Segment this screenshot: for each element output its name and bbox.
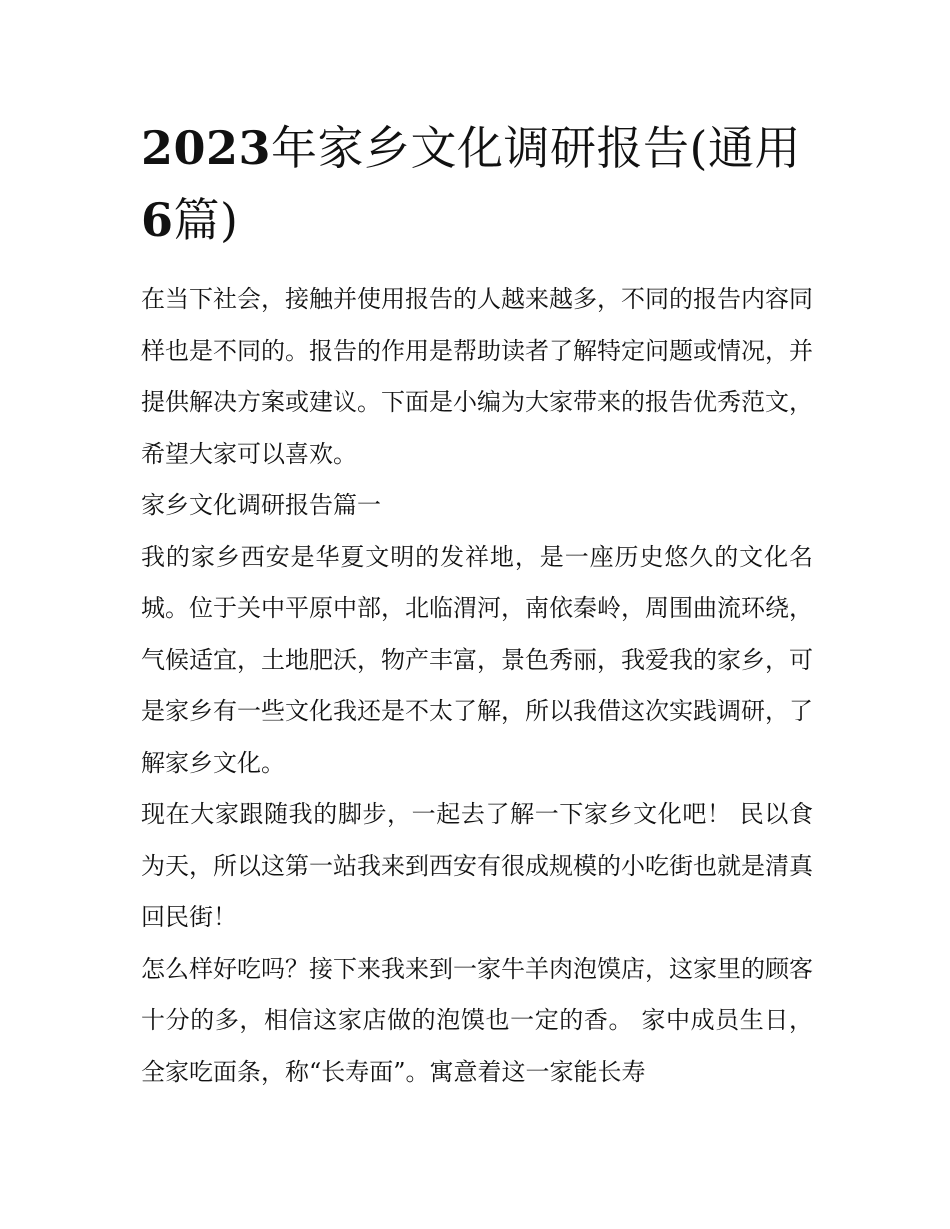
title-number: 2023 (141, 121, 272, 175)
document-title: 2023年家乡文化调研报告(通用6篇) (141, 121, 801, 247)
body-paragraph: 怎么样好吃吗？接下来我来到一家牛羊肉泡馍店，这家里的顾客十分的多，相信这家店做的泡馍也一定的香。 家中成员生日，全家吃面条，称“长寿面”。寓意着这一家能长寿 (141, 954, 813, 1086)
document-page (141, 112, 813, 1098)
section-heading: 家乡文化调研报告篇一 (141, 491, 381, 519)
body-paragraph: 我的家乡西安是华夏文明的发祥地，是一座历史悠久的文化名城。位于关中平原中部，北临渭河，南依秦岭，周围曲流环绕，气候适宜，土地肥沃，物产丰富，景色秀丽，我爱我的家乡，可是家乡有一些文化我还是不太了解，所以我借这次实践调研，了解家乡文化。 (141, 542, 813, 777)
intro-paragraph: 在当下社会，接触并使用报告的人越来越多，不同的报告内容同样也是不同的。报告的作用是帮助读者了解特定问题或情况，并提供解决方案或建议。下面是小编为大家带来的报告优秀范文，希望大家可以喜欢。 (141, 285, 813, 468)
title-number: 6 (141, 193, 174, 247)
body-paragraph: 现在大家跟随我的脚步，一起去了解一下家乡文化吧！ 民以食为天，所以这第一站我来到西安有很成规模的小吃街也就是清真回民街！ (141, 800, 813, 931)
